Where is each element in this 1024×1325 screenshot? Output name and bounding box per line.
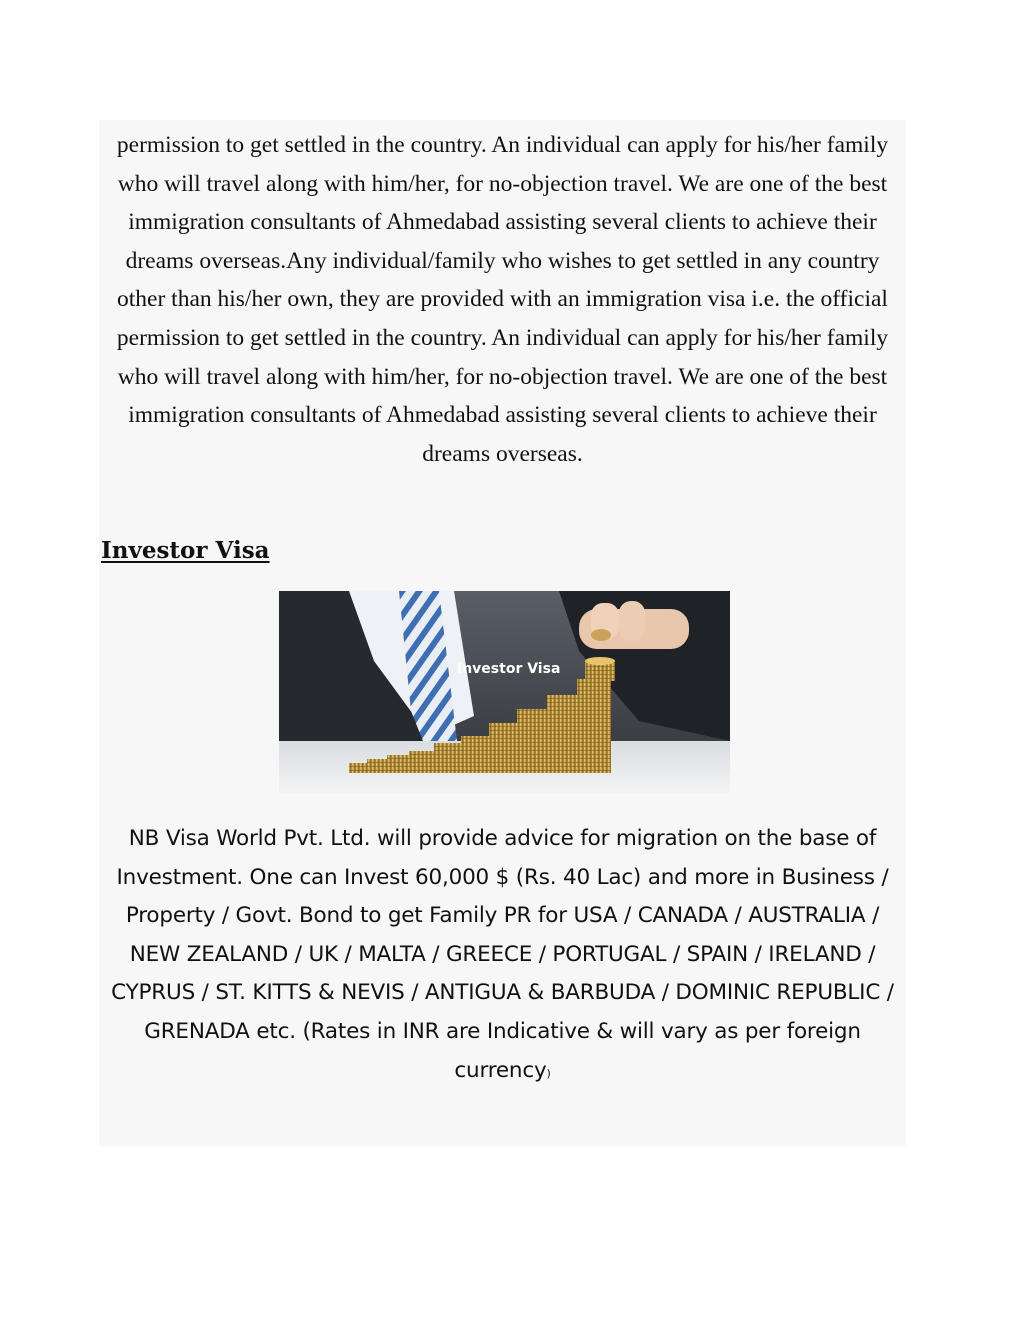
investor-visa-image xyxy=(279,591,730,793)
image-caption: Investor Visa xyxy=(457,661,561,677)
investor-visa-body: NB Visa World Pvt. Ltd. will provide advice for migration on the base of Investment. One can Invest 60,000 $ (Rs. 40 Lac) and more in Business / Property / Govt. Bond to get Family PR for USA / CANADA / AUSTRALIA / NEW ZEALAND / UK / MALTA / GREECE / PORTUGAL / SPAIN / IRELAND / CYPRUS / ST. KITTS & NEVIS / ANTIGUA & BARBUDA / DOMINIC REPUBLIC / GRENADA etc. (Rates in INR are Indicative & will vary as per foreign currency xyxy=(111,826,894,1083)
closing-paren: ) xyxy=(546,1066,551,1080)
intro-paragraph: permission to get settled in the country. An individual can apply for his/her family who will travel along with him/her, for no-objection travel. We are one of the best immigration consultants of Ahmedabad assisting several clients to achieve their dreams overseas.Any individual/family who wishes to get settled in any country other than his/her own, they are provided with an immigration visa i.e. the official permission to get settled in the country. An individual can apply for his/her family who will travel along with him/her, for no-objection travel. We are one of the best immigration consultants of Ahmedabad assisting several clients to achieve their dreams overseas. xyxy=(116,132,889,467)
content-panel xyxy=(99,120,906,1146)
investor-visa-heading: Investor Visa xyxy=(101,537,270,564)
investor-visa-paragraph xyxy=(99,820,906,1093)
